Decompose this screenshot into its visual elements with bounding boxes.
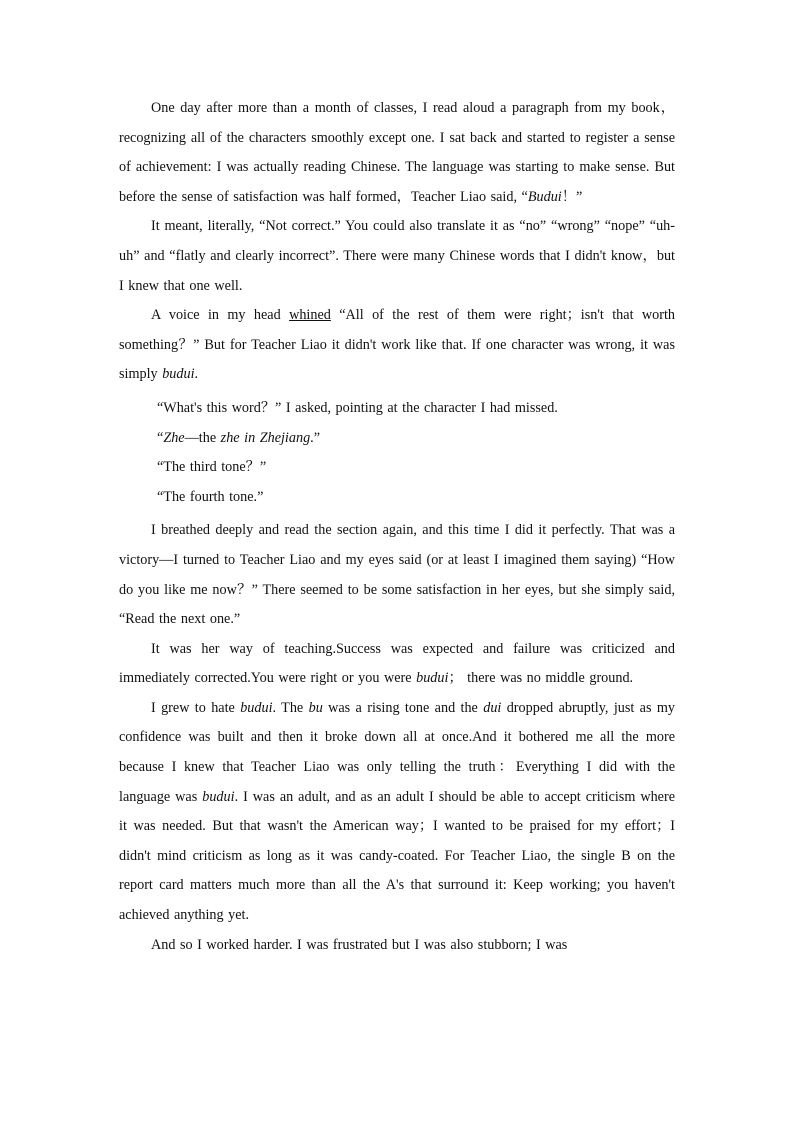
text-run: . I was an adult, and as an adult I should be able to accept criticism where it was needed. But that wasn't the American way；I wanted to be praised for my effort；I didn't mind criticism as long as it was candy-coated. For Teacher Liao, the single B on the report card matters much more than all the A's that surround it: Keep working; you haven't achieved anything yet. bbox=[119, 788, 675, 924]
paragraph-p1 bbox=[119, 94, 675, 212]
text-run: It was her way of teaching.Success was expected and failure was criticized and immediately corrected.You were right or you were bbox=[119, 640, 675, 687]
text-run: .” bbox=[310, 429, 321, 446]
italic-term: budui bbox=[202, 788, 235, 805]
text-run: was a rising tone and the bbox=[322, 699, 484, 716]
text-run: “The third tone？” bbox=[157, 459, 267, 476]
text-run: One day after more than a month of classes, I read aloud a paragraph from my book，recognizing all of the characters smoothly except one. I sat back and started to register a sense of achievement: I was actually reading Chinese. The language was starting to make sense. But before the sense of satisfaction was half formed，Teacher Liao said, “ bbox=[119, 100, 675, 205]
document-page bbox=[119, 94, 675, 960]
text-run: I grew to hate bbox=[151, 699, 241, 716]
paragraph-p2 bbox=[119, 212, 675, 301]
italic-term: budui bbox=[240, 699, 273, 716]
italic-term: budui bbox=[162, 366, 195, 383]
text-run: . The bbox=[272, 699, 309, 716]
text-run: . bbox=[194, 366, 199, 383]
text-run: “All of the rest of them were right；isn't that worth something？” But for Teacher Liao it didn't work like that. If one character was wrong, it was simply bbox=[119, 307, 675, 383]
underlined-word: whined bbox=[289, 307, 331, 324]
paragraph-p8 bbox=[119, 516, 675, 634]
italic-term: Zhe bbox=[163, 429, 185, 446]
italic-term: Budui bbox=[527, 188, 562, 205]
paragraph-p7 bbox=[119, 483, 675, 513]
italic-term: zhe in Zhejiang bbox=[220, 429, 311, 446]
text-run: A voice in my head bbox=[151, 307, 290, 324]
paragraph-p5 bbox=[119, 424, 675, 454]
paragraph-p3 bbox=[119, 301, 675, 390]
text-run: dropped abruptly, just as my confidence was built and then it broke down all at once.And it bothered me all the more because I knew that Teacher Liao was only telling the truth：Everything I did with the language was bbox=[119, 699, 675, 805]
paragraph-p10 bbox=[119, 694, 675, 931]
text-run: ！” bbox=[561, 188, 583, 205]
text-run: “ bbox=[157, 429, 164, 446]
text-run: —the bbox=[184, 429, 221, 446]
italic-term: dui bbox=[483, 699, 502, 716]
paragraph-p4 bbox=[119, 394, 675, 424]
text-run: “The fourth tone.” bbox=[157, 488, 264, 505]
text-run: I breathed deeply and read the section again, and this time I did it perfectly. That was a victory—I turned to Teacher Liao and my eyes said (or at least I imagined them saying) “How do you like me now？” There seemed to be some satisfaction in her eyes, but she simply said, “Read the next one.” bbox=[119, 522, 675, 628]
paragraph-p9 bbox=[119, 635, 675, 694]
paragraph-p6 bbox=[119, 453, 675, 483]
italic-term: bu bbox=[308, 699, 323, 716]
paragraph-p11 bbox=[119, 931, 675, 961]
text-run: And so I worked harder. I was frustrated but I was also stubborn; I was bbox=[151, 936, 568, 953]
italic-term: budui bbox=[416, 670, 449, 687]
text-run: It meant, literally, “Not correct.” You could also translate it as “no” “wrong” “nope” “uh-uh” and “flatly and clearly incorrect”. There were many Chinese words that I didn't know，but I knew that one well. bbox=[119, 218, 675, 294]
text-run: “What's this word？” I asked, pointing at the character I had missed. bbox=[157, 399, 558, 416]
text-run: ； there was no middle ground. bbox=[448, 670, 634, 687]
